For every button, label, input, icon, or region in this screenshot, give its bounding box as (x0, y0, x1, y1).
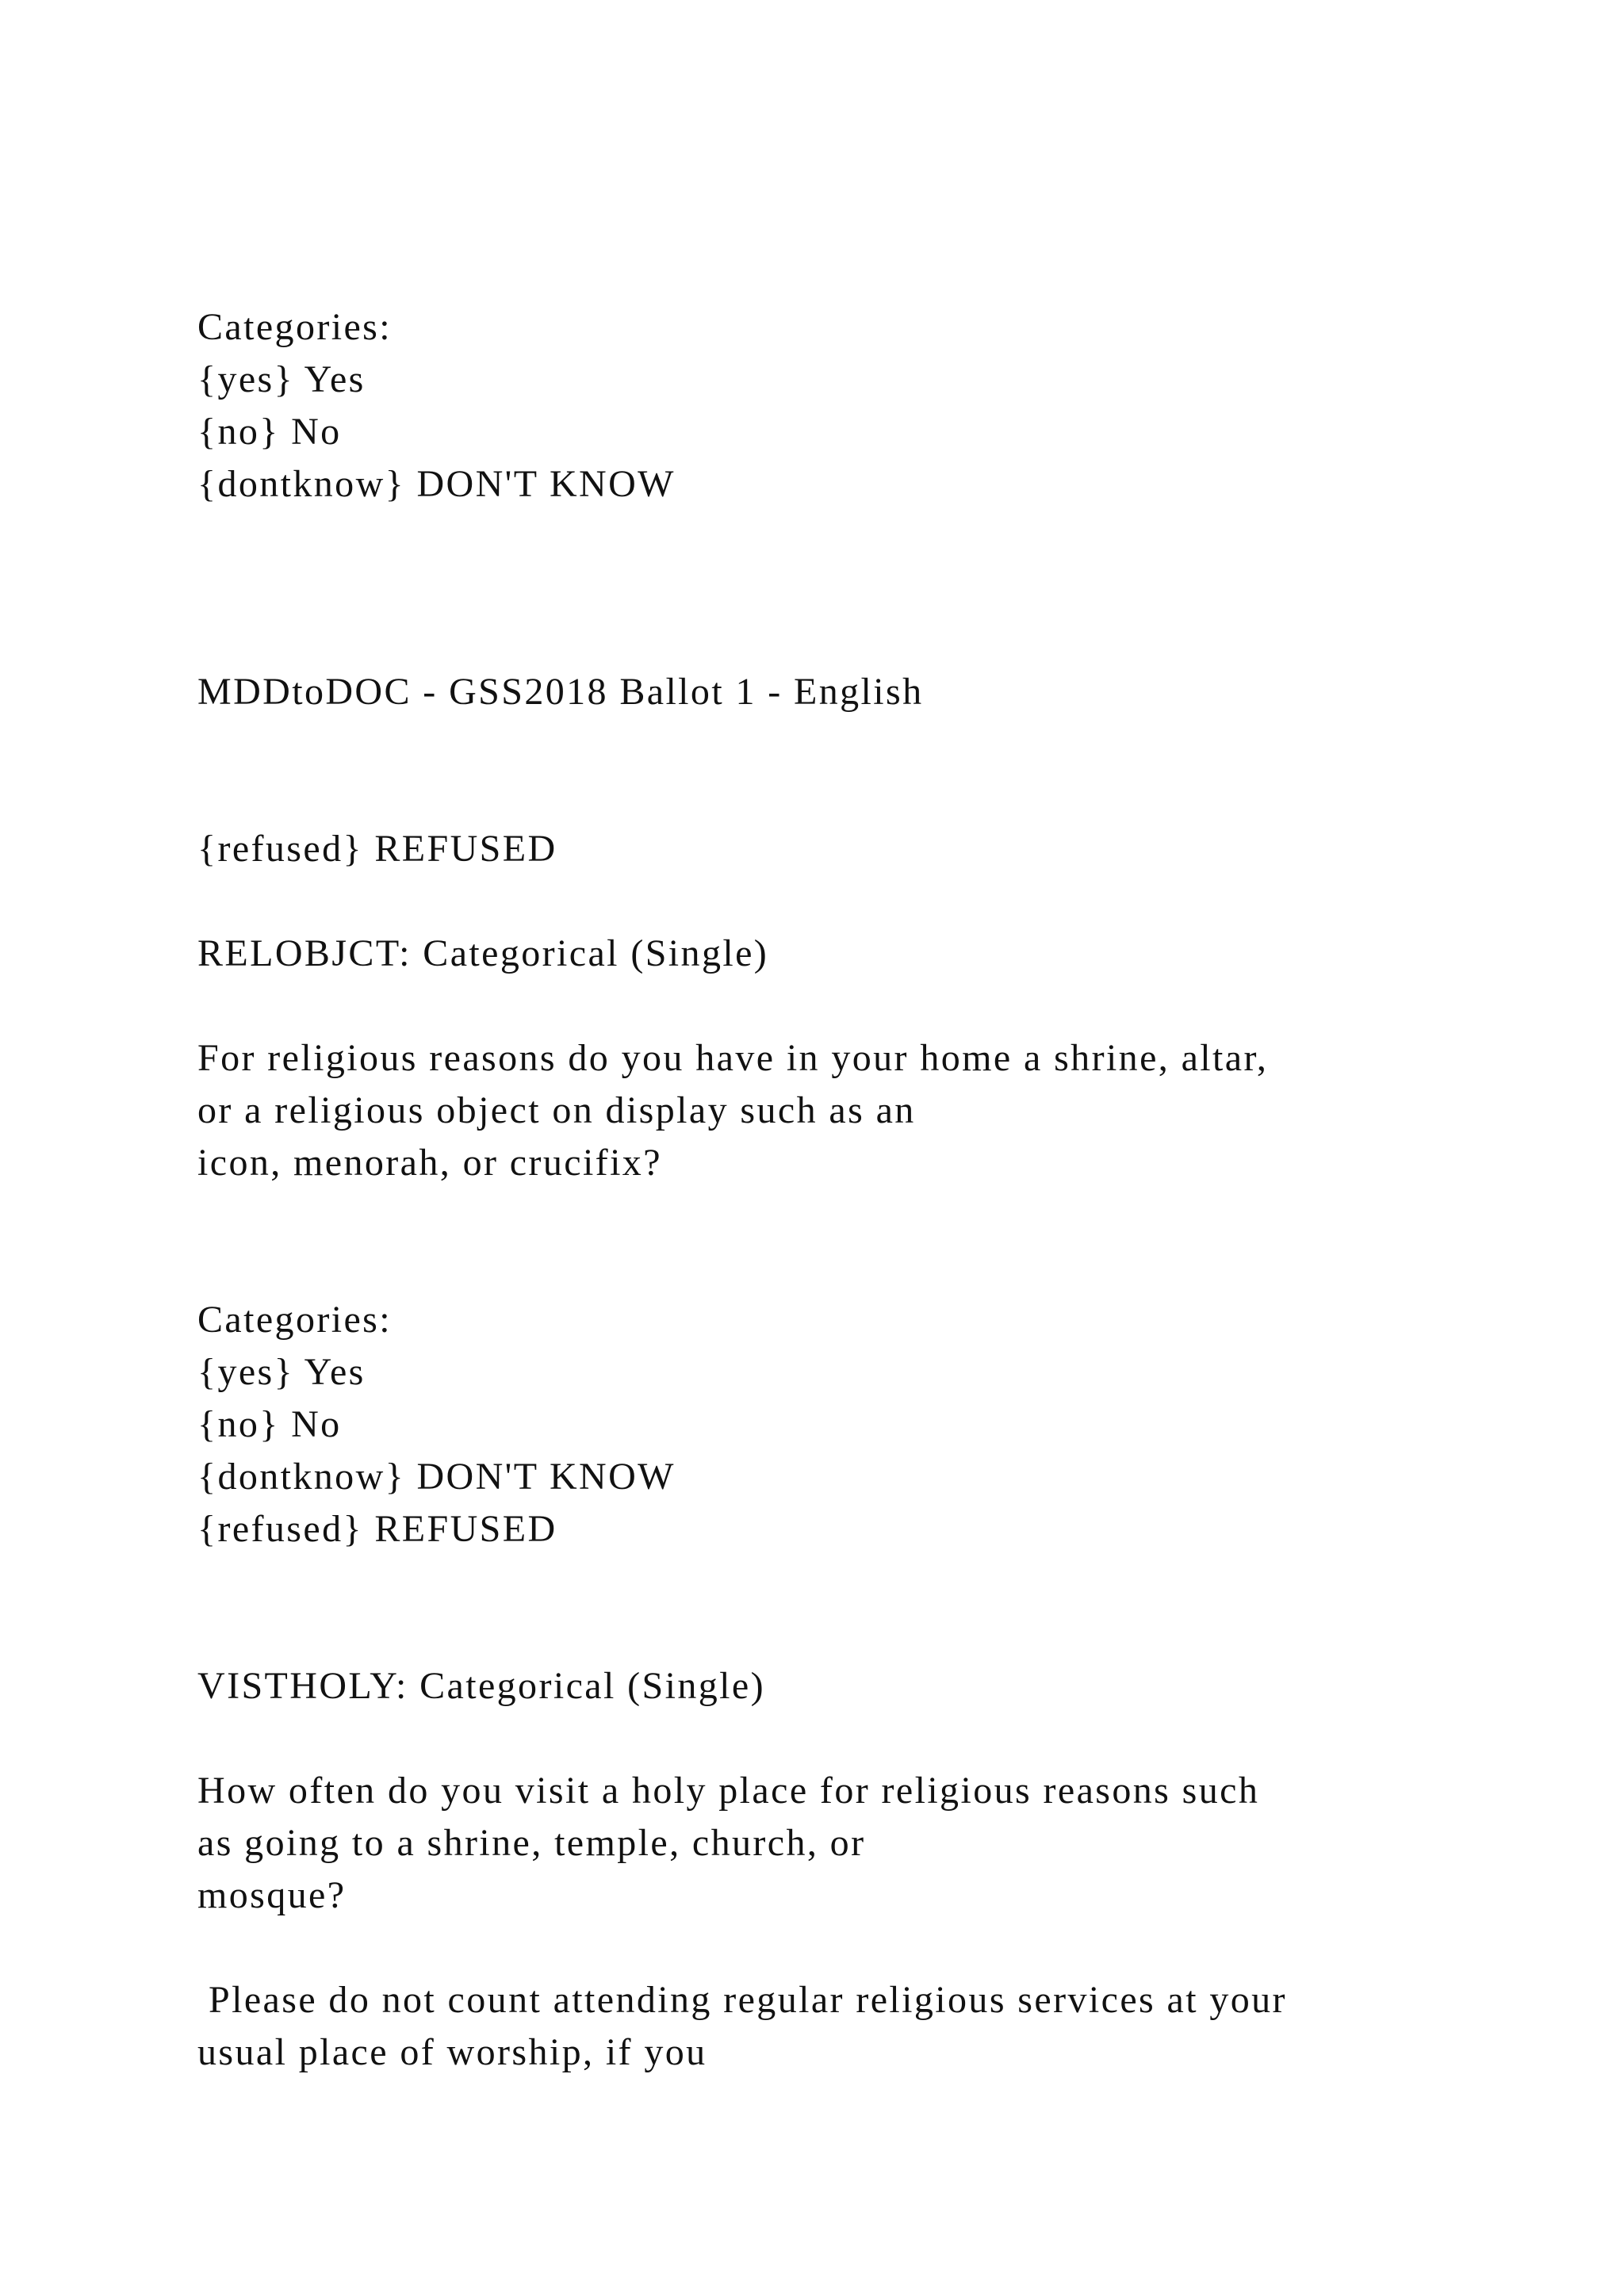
category-item-refused: {refused} REFUSED (197, 1508, 557, 1550)
question-text-line: as going to a shrine, temple, church, or (197, 1822, 866, 1864)
category-item-no: {no} No (197, 411, 342, 453)
category-item-no: {no} No (197, 1403, 342, 1445)
question-text-line: How often do you visit a holy place for religious reasons such (197, 1770, 1260, 1812)
category-item-dontknow: {dontknow} DON'T KNOW (197, 463, 676, 505)
document-title: MDDtoDOC - GSS2018 Ballot 1 - English (197, 671, 924, 713)
category-item-refused: {refused} REFUSED (197, 828, 557, 870)
categories-label: Categories: (197, 1299, 393, 1341)
question-text-line: or a religious object on display such as an (197, 1089, 916, 1131)
instruction-note-line: Please do not count attending regular religious services at your (209, 1979, 1287, 2021)
question-text-line: For religious reasons do you have in your home a shrine, altar, (197, 1037, 1269, 1079)
instruction-note-line: usual place of worship, if you (197, 2031, 707, 2073)
question-text-line: icon, menorah, or crucifix? (197, 1142, 662, 1184)
question-id-relobjct: RELOBJCT: Categorical (Single) (197, 932, 769, 974)
category-item-yes: {yes} Yes (197, 358, 366, 400)
question-text-line: mosque? (197, 1874, 347, 1916)
category-item-dontknow: {dontknow} DON'T KNOW (197, 1456, 676, 1498)
category-item-yes: {yes} Yes (197, 1351, 366, 1393)
categories-label: Categories: (197, 306, 393, 348)
question-id-vistholy: VISTHOLY: Categorical (Single) (197, 1665, 765, 1707)
